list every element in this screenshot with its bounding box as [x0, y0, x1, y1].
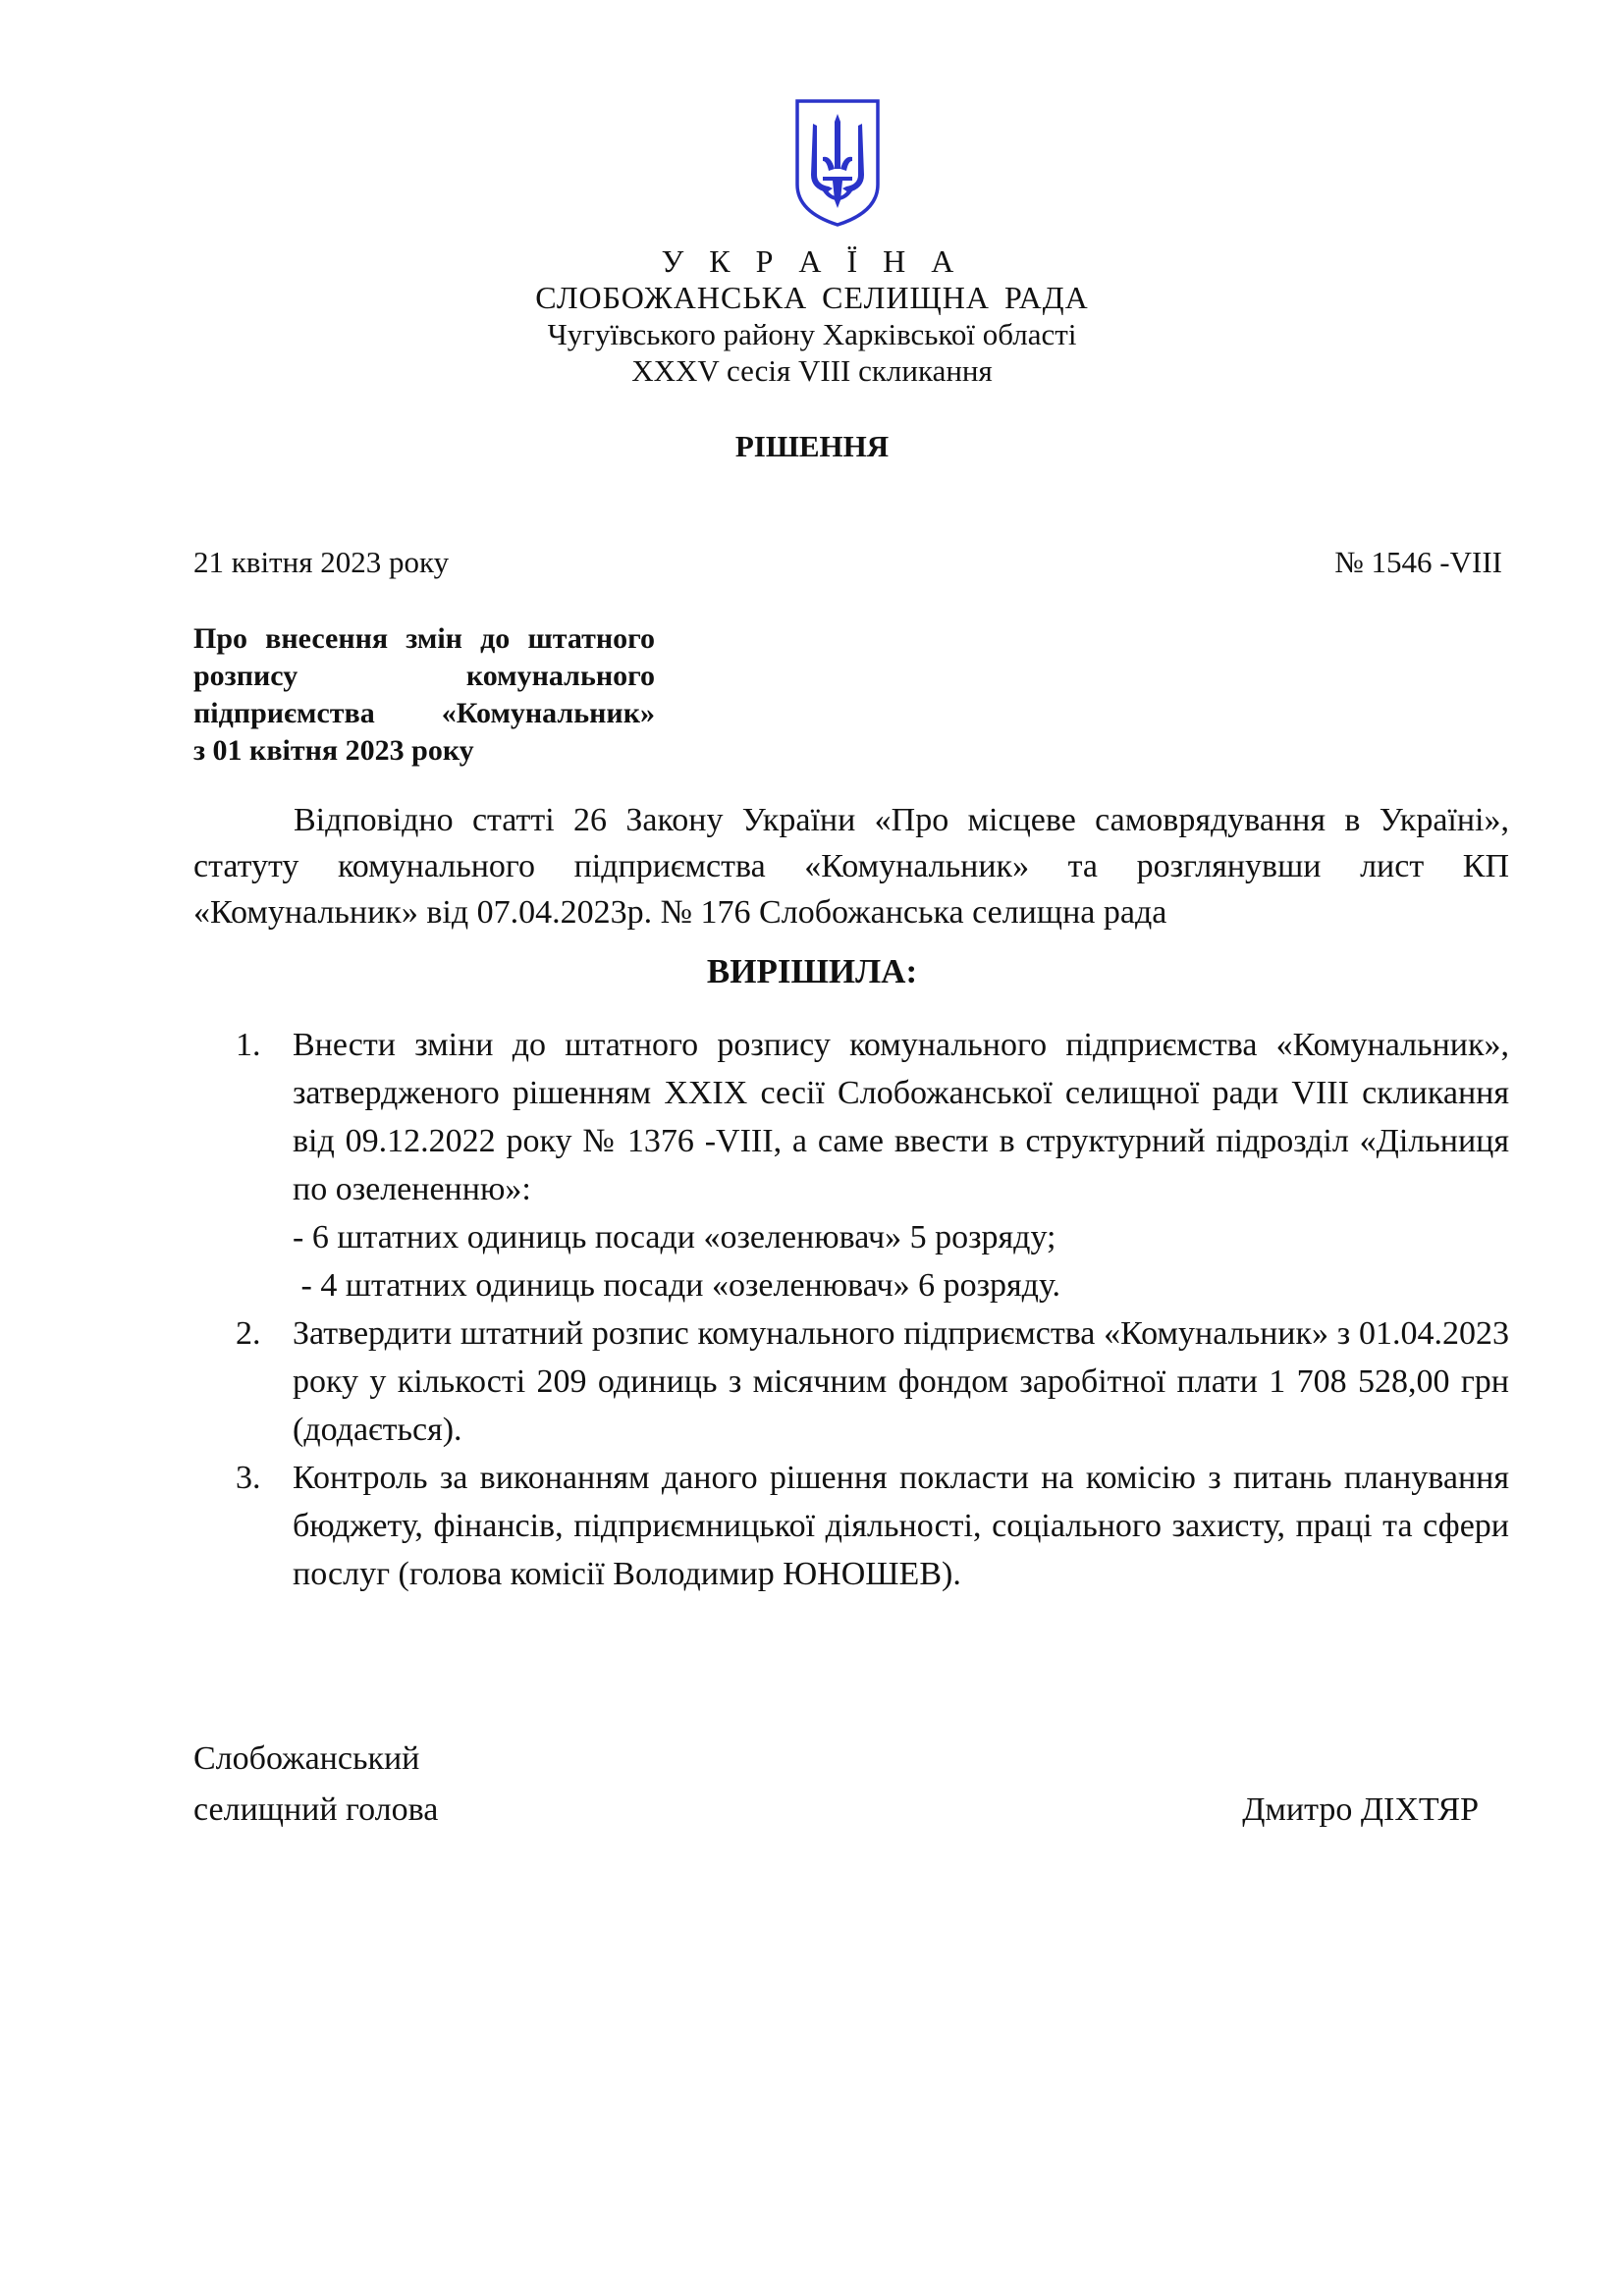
preamble-paragraph: Відповідно статті 26 Закону України «Про місцеве самоврядування в Україні», статуту комунального підприємства «Комунальник» та розглянувши лист КП «Комунальник» від 07.04.2023р. № 176 Слобожанська селищна рада — [193, 802, 1509, 931]
item-number: 2. — [236, 1315, 261, 1352]
signatory-title-line: селищний голова — [193, 1791, 439, 1828]
document-subject — [193, 620, 655, 770]
subject-line: Про внесення змін до штатного — [193, 622, 655, 655]
item-text: Контроль за виконанням даного рішення покласти на комісію з питань планування бюджету, фінансів, підприємницької діяльності, соціального захисту, праці та сфери послуг (голова комісії Володимир ЮНОШЕВ). — [293, 1460, 1509, 1592]
session-info: XXXV сесія VIII скликання — [631, 353, 993, 388]
resolved-heading: ВИРІШИЛА: — [706, 952, 918, 990]
item-text: Затвердити штатний розпис комунального підприємства «Комунальник» з 01.04.2023 року у кількості 209 одиниць з місячним фондом заробітної плати 1 708 528,00 грн (додається). — [293, 1315, 1509, 1448]
subject-line: розпису комунального — [193, 660, 655, 692]
signatory-title-line: Слобожанський — [193, 1740, 420, 1777]
signatory-name: Дмитро ДІХТЯР — [1242, 1791, 1479, 1828]
item-text: Внести зміни до штатного розпису комунального підприємства «Комунальник», затвердженого рішенням XXIX сесії Слобожанської селищної ради VIII скликання від 09.12.2022 року № 1376 -VIII, а саме ввести в структурний підрозділ «Дільниця по озелененню»: — [293, 1027, 1509, 1207]
document-number: № 1546 -VIII — [1334, 545, 1502, 579]
document-title: РІШЕННЯ — [734, 429, 890, 463]
document-date: 21 квітня 2023 року — [193, 545, 450, 579]
resolution-items — [236, 1021, 1509, 1598]
item-number: 3. — [236, 1460, 261, 1496]
subject-line: підприємства «Комунальник» — [193, 697, 655, 729]
resolution-item — [236, 1309, 1509, 1454]
subject-line: з 01 квітня 2023 року — [193, 734, 474, 767]
signatory-title — [193, 1734, 438, 1836]
tryzub-coat-of-arms-icon — [793, 98, 882, 228]
document-header — [0, 243, 1624, 389]
item-subpoint: - 6 штатних одиниць посади «озеленювач» 5 розряду; — [293, 1219, 1056, 1255]
resolution-item — [236, 1021, 1509, 1309]
country-name: У К Р А Ї Н А — [661, 243, 963, 279]
item-subpoint: - 4 штатних одиниць посади «озеленювач» 6 розряду. — [293, 1267, 1061, 1304]
item-number: 1. — [236, 1027, 261, 1063]
resolution-item — [236, 1454, 1509, 1598]
council-name: СЛОБОЖАНСЬКА СЕЛИЩНА РАДА — [535, 280, 1089, 315]
district-name: Чугуївського району Харківської області — [547, 317, 1077, 351]
